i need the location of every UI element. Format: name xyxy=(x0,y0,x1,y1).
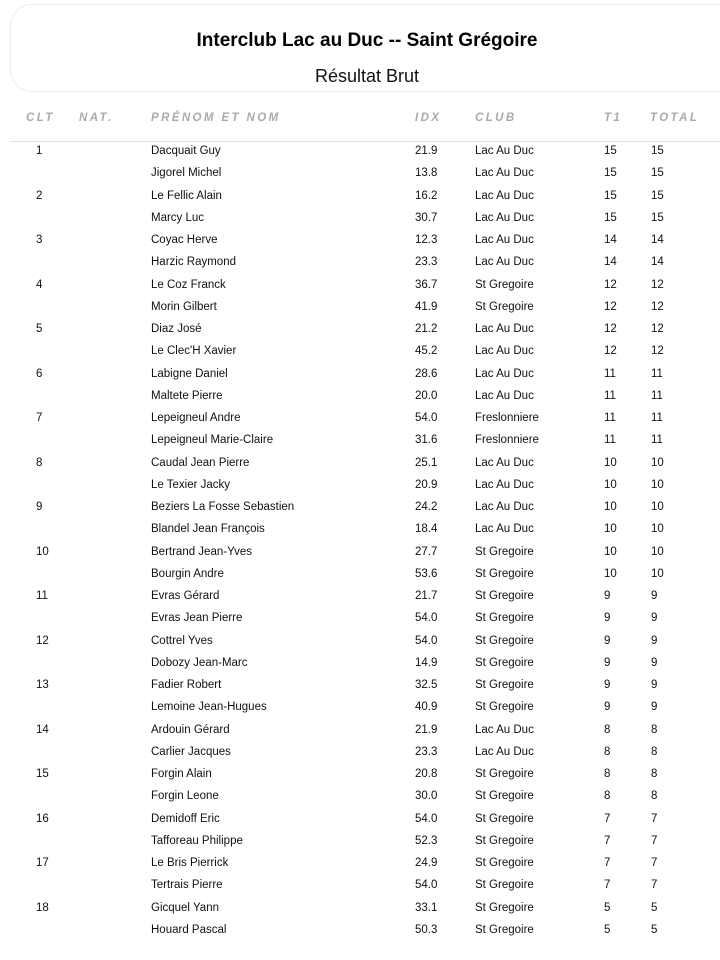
cell-idx: 13.8 xyxy=(415,167,438,180)
cell-club: Lac Au Duc xyxy=(475,723,534,736)
cell-club: Lac Au Duc xyxy=(475,389,534,402)
cell-name: Lemoine Jean-Hugues xyxy=(151,701,267,714)
cell-club: Lac Au Duc xyxy=(475,523,534,536)
cell-club: Lac Au Duc xyxy=(475,167,534,180)
table-row[interactable] xyxy=(0,697,720,719)
table-row[interactable] xyxy=(0,608,720,630)
cell-total: 11 xyxy=(651,412,663,424)
cell-name: Marcy Luc xyxy=(151,211,205,224)
cell-total: 7 xyxy=(651,857,658,869)
cell-total: 9 xyxy=(651,590,658,602)
cell-name: Le Clec'H Xavier xyxy=(151,345,237,358)
cell-idx: 54.0 xyxy=(415,412,438,424)
cell-total: 7 xyxy=(651,879,658,892)
cell-club: Freslonniere xyxy=(475,412,539,424)
cell-clt: 8 xyxy=(36,456,43,469)
cell-club: Lac Au Duc xyxy=(475,234,534,246)
cell-total: 15 xyxy=(651,145,664,157)
cell-name: Evras Jean Pierre xyxy=(151,612,243,625)
cell-idx: 36.7 xyxy=(415,278,438,291)
cell-idx: 12.3 xyxy=(415,234,438,246)
cell-total: 15 xyxy=(651,211,664,224)
cell-name: Gicquel Yann xyxy=(151,901,219,914)
cell-club: Lac Au Duc xyxy=(475,323,534,335)
table-row[interactable] xyxy=(0,675,720,697)
cell-idx: 16.2 xyxy=(415,189,438,202)
table-row[interactable] xyxy=(0,163,720,185)
table-row[interactable] xyxy=(0,386,720,408)
cell-name: Dacquait Guy xyxy=(151,145,221,157)
cell-idx: 27.7 xyxy=(415,545,438,558)
cell-total: 9 xyxy=(651,612,658,625)
cell-club: Lac Au Duc xyxy=(475,211,534,224)
cell-t1: 15 xyxy=(604,211,617,224)
table-row[interactable] xyxy=(0,853,720,875)
cell-t1: 15 xyxy=(604,145,617,157)
table-row[interactable] xyxy=(0,319,720,341)
cell-clt: 13 xyxy=(36,679,49,691)
cell-total: 11 xyxy=(651,367,663,380)
cell-t1: 15 xyxy=(604,189,617,202)
cell-clt: 18 xyxy=(36,901,49,914)
cell-idx: 24.2 xyxy=(415,501,438,513)
table-row[interactable] xyxy=(0,364,720,386)
cell-t1: 9 xyxy=(604,590,611,602)
cell-name: Le Fellic Alain xyxy=(151,189,222,202)
cell-idx: 14.9 xyxy=(415,656,438,669)
table-row[interactable] xyxy=(0,631,720,653)
cell-club: St Gregoire xyxy=(475,300,534,313)
cell-clt: 2 xyxy=(36,189,43,202)
cell-name: Bourgin Andre xyxy=(151,567,224,580)
cell-total: 8 xyxy=(651,768,658,780)
cell-name: Labigne Daniel xyxy=(151,367,228,380)
table-row[interactable] xyxy=(0,186,720,208)
table-header xyxy=(0,112,720,126)
cell-t1: 10 xyxy=(604,567,617,580)
cell-idx: 32.5 xyxy=(415,679,438,691)
cell-total: 9 xyxy=(651,679,658,691)
cell-idx: 50.3 xyxy=(415,923,438,936)
table-row[interactable] xyxy=(0,898,720,920)
cell-club: Lac Au Duc xyxy=(475,501,534,513)
table-row[interactable] xyxy=(0,297,720,319)
cell-club: Lac Au Duc xyxy=(475,145,534,157)
table-row[interactable] xyxy=(0,208,720,230)
cell-total: 10 xyxy=(651,501,664,513)
cell-club: St Gregoire xyxy=(475,590,534,602)
cell-club: Lac Au Duc xyxy=(475,345,534,358)
cell-club: Lac Au Duc xyxy=(475,478,534,491)
cell-t1: 9 xyxy=(604,634,611,647)
cell-club: St Gregoire xyxy=(475,278,534,291)
cell-name: Diaz José xyxy=(151,323,202,335)
cell-name: Maltete Pierre xyxy=(151,389,223,402)
cell-idx: 25.1 xyxy=(415,456,438,469)
cell-t1: 8 xyxy=(604,790,611,803)
cell-idx: 54.0 xyxy=(415,612,438,625)
table-row[interactable] xyxy=(0,831,720,853)
cell-name: Beziers La Fosse Sebastien xyxy=(151,501,295,513)
cell-name: Lepeigneul Marie-Claire xyxy=(151,434,274,447)
cell-club: St Gregoire xyxy=(475,812,534,825)
cell-idx: 45.2 xyxy=(415,345,438,358)
cell-t1: 10 xyxy=(604,478,617,491)
cell-total: 14 xyxy=(651,256,664,269)
cell-idx: 18.4 xyxy=(415,523,438,536)
cell-idx: 30.7 xyxy=(415,211,438,224)
table-row[interactable] xyxy=(0,809,720,831)
cell-name: Forgin Alain xyxy=(151,768,212,780)
cell-club: St Gregoire xyxy=(475,701,534,714)
column-header-name[interactable]: PRÉNOM ET NOM xyxy=(151,112,281,124)
cell-name: Fadier Robert xyxy=(151,679,222,691)
cell-name: Caudal Jean Pierre xyxy=(151,456,250,469)
cell-total: 11 xyxy=(651,389,663,402)
column-header-t1[interactable]: T1 xyxy=(604,112,623,124)
cell-total: 11 xyxy=(651,434,663,447)
cell-club: St Gregoire xyxy=(475,634,534,647)
table-row[interactable] xyxy=(0,408,720,430)
results-table xyxy=(0,141,720,942)
cell-name: Tafforeau Philippe xyxy=(151,834,243,847)
cell-name: Le Texier Jacky xyxy=(151,478,231,491)
cell-t1: 11 xyxy=(604,434,616,447)
cell-t1: 7 xyxy=(604,834,611,847)
cell-name: Evras Gérard xyxy=(151,590,220,602)
cell-idx: 20.0 xyxy=(415,389,438,402)
cell-idx: 54.0 xyxy=(415,812,438,825)
cell-club: St Gregoire xyxy=(475,567,534,580)
cell-idx: 30.0 xyxy=(415,790,438,803)
cell-t1: 9 xyxy=(604,656,611,669)
cell-total: 8 xyxy=(651,723,658,736)
cell-clt: 5 xyxy=(36,323,43,335)
cell-t1: 7 xyxy=(604,857,611,869)
cell-clt: 1 xyxy=(36,145,43,157)
cell-idx: 20.9 xyxy=(415,478,438,491)
table-row[interactable] xyxy=(0,341,720,363)
table-row[interactable] xyxy=(0,653,720,675)
cell-club: Lac Au Duc xyxy=(475,367,534,380)
table-row[interactable] xyxy=(0,430,720,452)
cell-total: 9 xyxy=(651,656,658,669)
cell-name: Carlier Jacques xyxy=(151,745,231,758)
cell-total: 8 xyxy=(651,745,658,758)
cell-name: Blandel Jean François xyxy=(151,523,265,536)
cell-t1: 14 xyxy=(604,234,617,246)
cell-club: St Gregoire xyxy=(475,679,534,691)
cell-idx: 21.2 xyxy=(415,323,438,335)
table-row[interactable] xyxy=(0,475,720,497)
table-row[interactable] xyxy=(0,230,720,252)
column-header-total[interactable]: TOTAL xyxy=(650,112,700,124)
table-row[interactable] xyxy=(0,920,720,942)
cell-clt: 16 xyxy=(36,812,49,825)
table-row[interactable] xyxy=(0,564,720,586)
cell-club: Lac Au Duc xyxy=(475,256,534,269)
cell-idx: 53.6 xyxy=(415,567,438,580)
cell-t1: 7 xyxy=(604,812,611,825)
cell-club: St Gregoire xyxy=(475,612,534,625)
cell-total: 7 xyxy=(651,812,658,825)
cell-t1: 9 xyxy=(604,612,611,625)
cell-idx: 21.7 xyxy=(415,590,438,602)
column-header-nat[interactable]: NAT. xyxy=(79,112,114,124)
table-row[interactable] xyxy=(0,786,720,808)
cell-club: Lac Au Duc xyxy=(475,745,534,758)
cell-idx: 23.3 xyxy=(415,256,438,269)
cell-clt: 11 xyxy=(36,590,48,602)
cell-clt: 9 xyxy=(36,501,43,513)
cell-club: St Gregoire xyxy=(475,834,534,847)
cell-clt: 17 xyxy=(36,857,49,869)
cell-idx: 21.9 xyxy=(415,145,438,157)
cell-total: 10 xyxy=(651,456,664,469)
cell-clt: 15 xyxy=(36,768,49,780)
cell-name: Le Coz Franck xyxy=(151,278,226,291)
cell-name: Demidoff Eric xyxy=(151,812,220,825)
cell-t1: 9 xyxy=(604,679,611,691)
table-row[interactable] xyxy=(0,742,720,764)
cell-total: 9 xyxy=(651,701,658,714)
cell-t1: 5 xyxy=(604,901,611,914)
cell-idx: 41.9 xyxy=(415,300,438,313)
cell-t1: 8 xyxy=(604,768,611,780)
cell-total: 7 xyxy=(651,834,658,847)
table-row[interactable] xyxy=(0,542,720,564)
cell-t1: 11 xyxy=(604,389,616,402)
cell-idx: 52.3 xyxy=(415,834,438,847)
table-row[interactable] xyxy=(0,764,720,786)
cell-clt: 14 xyxy=(36,723,49,736)
cell-total: 14 xyxy=(651,234,664,246)
cell-idx: 54.0 xyxy=(415,634,438,647)
cell-club: St Gregoire xyxy=(475,923,534,936)
table-row[interactable] xyxy=(0,275,720,297)
cell-name: Tertrais Pierre xyxy=(151,879,223,892)
cell-t1: 10 xyxy=(604,456,617,469)
cell-t1: 12 xyxy=(604,300,617,313)
cell-total: 10 xyxy=(651,523,664,536)
cell-total: 9 xyxy=(651,634,658,647)
cell-t1: 14 xyxy=(604,256,617,269)
table-row[interactable] xyxy=(0,453,720,475)
cell-total: 12 xyxy=(651,300,664,313)
cell-name: Coyac Herve xyxy=(151,234,218,246)
cell-total: 12 xyxy=(651,345,664,358)
cell-t1: 11 xyxy=(604,412,616,424)
cell-clt: 3 xyxy=(36,234,43,246)
cell-t1: 12 xyxy=(604,345,617,358)
cell-name: Houard Pascal xyxy=(151,923,227,936)
cell-idx: 40.9 xyxy=(415,701,438,714)
cell-name: Jigorel Michel xyxy=(151,167,222,180)
cell-idx: 33.1 xyxy=(415,901,438,914)
cell-club: Lac Au Duc xyxy=(475,189,534,202)
cell-name: Ardouin Gérard xyxy=(151,723,230,736)
table-row[interactable] xyxy=(0,141,720,163)
cell-t1: 10 xyxy=(604,545,617,558)
cell-total: 12 xyxy=(651,323,664,335)
cell-clt: 12 xyxy=(36,634,49,647)
table-row[interactable] xyxy=(0,497,720,519)
cell-clt: 4 xyxy=(36,278,43,291)
cell-t1: 10 xyxy=(604,501,617,513)
table-row[interactable] xyxy=(0,720,720,742)
cell-total: 15 xyxy=(651,189,664,202)
cell-total: 12 xyxy=(651,278,664,291)
cell-idx: 21.9 xyxy=(415,723,438,736)
cell-name: Morin Gilbert xyxy=(151,300,217,313)
cell-t1: 15 xyxy=(604,167,617,180)
cell-total: 10 xyxy=(651,478,664,491)
table-row[interactable] xyxy=(0,252,720,274)
cell-t1: 7 xyxy=(604,879,611,892)
cell-club: St Gregoire xyxy=(475,656,534,669)
cell-total: 5 xyxy=(651,923,658,936)
cell-club: St Gregoire xyxy=(475,790,534,803)
cell-t1: 12 xyxy=(604,278,617,291)
cell-total: 15 xyxy=(651,167,664,180)
cell-idx: 54.0 xyxy=(415,879,438,892)
cell-name: Harzic Raymond xyxy=(151,256,236,269)
cell-club: St Gregoire xyxy=(475,901,534,914)
cell-total: 10 xyxy=(651,567,664,580)
cell-club: St Gregoire xyxy=(475,768,534,780)
cell-name: Dobozy Jean-Marc xyxy=(151,656,248,669)
cell-club: St Gregoire xyxy=(475,545,534,558)
table-row[interactable] xyxy=(0,519,720,541)
cell-club: Freslonniere xyxy=(475,434,539,447)
cell-total: 8 xyxy=(651,790,658,803)
table-row[interactable] xyxy=(0,875,720,897)
cell-name: Le Bris Pierrick xyxy=(151,857,229,869)
cell-name: Cottrel Yves xyxy=(151,634,213,647)
cell-clt: 7 xyxy=(36,412,43,424)
cell-name: Bertrand Jean-Yves xyxy=(151,545,253,558)
cell-club: St Gregoire xyxy=(475,879,534,892)
page-subtitle: Résultat Brut xyxy=(314,66,420,86)
cell-total: 5 xyxy=(651,901,658,914)
cell-t1: 9 xyxy=(604,701,611,714)
cell-total: 10 xyxy=(651,545,664,558)
cell-t1: 12 xyxy=(604,323,617,335)
page-title: Interclub Lac au Duc -- Saint Grégoire xyxy=(196,30,538,51)
cell-club: St Gregoire xyxy=(475,857,534,869)
cell-idx: 23.3 xyxy=(415,745,438,758)
cell-t1: 5 xyxy=(604,923,611,936)
cell-idx: 20.8 xyxy=(415,768,438,780)
column-header-clt[interactable]: CLT xyxy=(26,112,55,124)
cell-t1: 8 xyxy=(604,723,611,736)
cell-name: Forgin Leone xyxy=(151,790,219,803)
cell-club: Lac Au Duc xyxy=(475,456,534,469)
column-header-club[interactable]: CLUB xyxy=(475,112,517,124)
cell-clt: 10 xyxy=(36,545,49,558)
column-header-idx[interactable]: IDX xyxy=(415,112,442,124)
cell-t1: 10 xyxy=(604,523,617,536)
cell-clt: 6 xyxy=(36,367,43,380)
cell-t1: 8 xyxy=(604,745,611,758)
cell-idx: 28.6 xyxy=(415,367,438,380)
cell-idx: 31.6 xyxy=(415,434,438,447)
cell-name: Lepeigneul Andre xyxy=(151,412,241,424)
cell-t1: 11 xyxy=(604,367,616,380)
cell-idx: 24.9 xyxy=(415,857,438,869)
table-row[interactable] xyxy=(0,586,720,608)
